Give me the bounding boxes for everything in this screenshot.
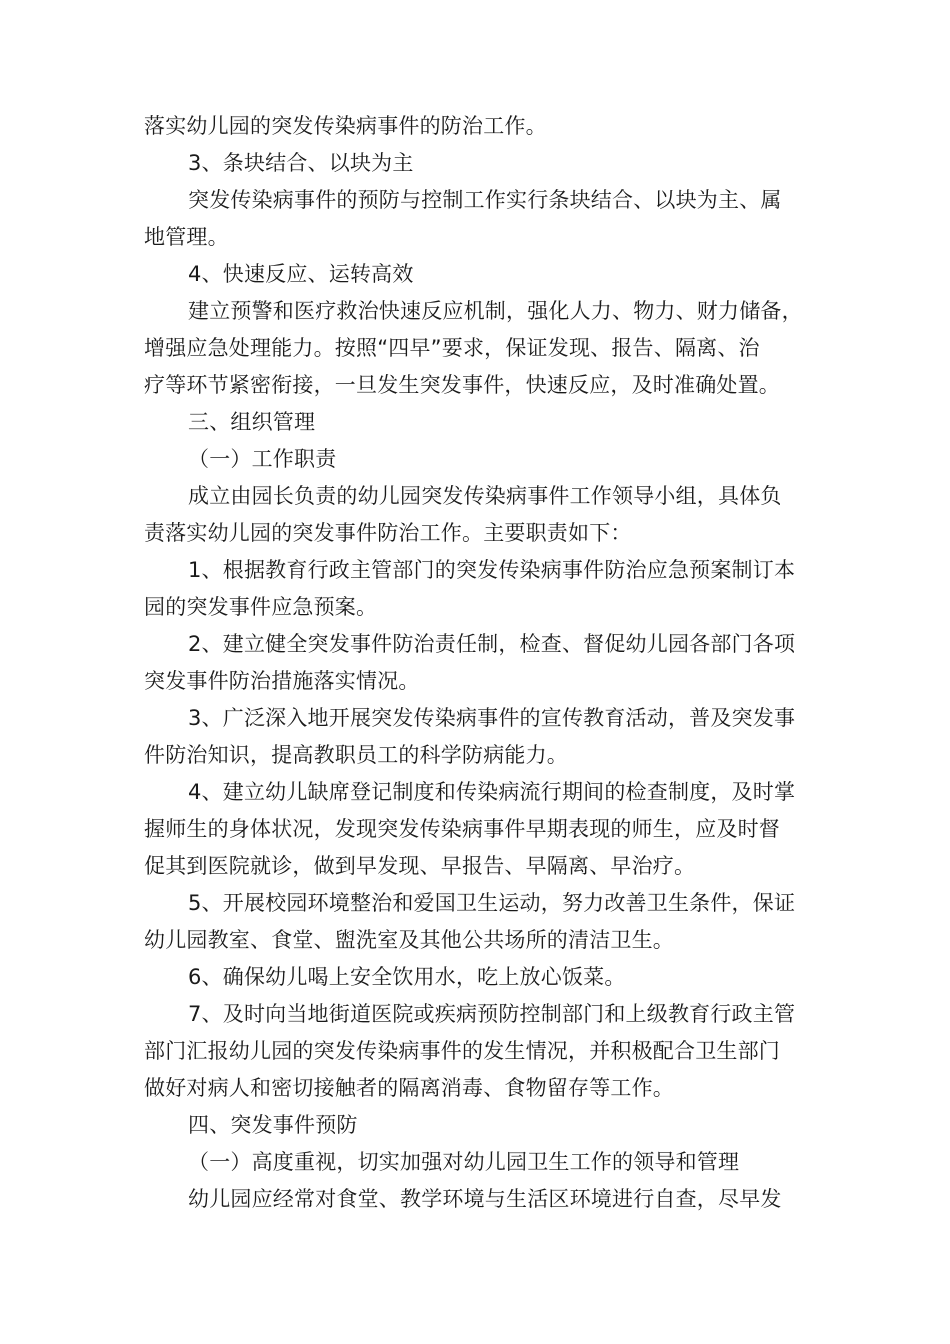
text-line: 幼儿园教室、食堂、盥洗室及其他公共场所的清洁卫生。 (144, 928, 674, 952)
text-line: 部门汇报幼儿园的突发传染病事件的发生情况，并积极配合卫生部门 (144, 1039, 780, 1063)
list-item: 7、及时向当地街道医院或疾病预防控制部门和上级教育行政主管 (188, 1002, 796, 1026)
list-item: 2、建立健全突发事件防治责任制，检查、督促幼儿园各部门各项 (188, 632, 796, 656)
text-line: 责落实幼儿园的突发事件防治工作。主要职责如下： (144, 521, 632, 545)
section-heading: 三、组织管理 (188, 410, 316, 434)
text-line: 握师生的身体状况，发现突发传染病事件早期表现的师生，应及时督 (144, 817, 780, 841)
document-body (144, 108, 834, 1218)
text-line: 园的突发事件应急预案。 (144, 595, 378, 619)
subsection-heading: （一）工作职责 (188, 447, 337, 471)
list-item: 6、确保幼儿喝上安全饮用水，吃上放心饭菜。 (188, 965, 626, 989)
text-line: 地管理。 (144, 225, 229, 249)
text-line: 幼儿园应经常对食堂、教学环境与生活区环境进行自查，尽早发 (188, 1187, 782, 1211)
list-item: 4、建立幼儿缺席登记制度和传染病流行期间的检查制度，及时掌 (188, 780, 796, 804)
text-line: 增强应急处理能力。按照“四早”要求，保证发现、报告、隔离、治 (144, 336, 760, 360)
text-line: 成立由园长负责的幼儿园突发传染病事件工作领导小组，具体负 (188, 484, 782, 508)
text-line: 建立预警和医疗救治快速反应机制，强化人力、物力、财力储备， (188, 299, 803, 323)
list-item: 3、广泛深入地开展突发传染病事件的宣传教育活动，普及突发事 (188, 706, 796, 730)
list-item: 5、开展校园环境整治和爱国卫生运动，努力改善卫生条件，保证 (188, 891, 796, 915)
text-line: 促其到医院就诊，做到早发现、早报告、早隔离、早治疗。 (144, 854, 696, 878)
section-heading: 4、快速反应、运转高效 (188, 262, 414, 286)
text-line: 突发事件防治措施落实情况。 (144, 669, 420, 693)
text-line: 突发传染病事件的预防与控制工作实行条块结合、以块为主、属 (188, 188, 782, 212)
text-line: 落实幼儿园的突发传染病事件的防治工作。 (144, 114, 547, 138)
section-heading: 四、突发事件预防 (188, 1113, 358, 1137)
text-line: 做好对病人和密切接触者的隔离消毒、食物留存等工作。 (144, 1076, 674, 1100)
list-item: 1、根据教育行政主管部门的突发传染病事件防治应急预案制订本 (188, 558, 796, 582)
text-line: 疗等环节紧密衔接，一旦发生突发事件，快速反应，及时准确处置。 (144, 373, 780, 397)
subsection-heading: （一）高度重视，切实加强对幼儿园卫生工作的领导和管理 (188, 1150, 740, 1174)
text-line: 件防治知识，提高教职员工的科学防病能力。 (144, 743, 568, 767)
section-heading: 3、条块结合、以块为主 (188, 151, 414, 175)
